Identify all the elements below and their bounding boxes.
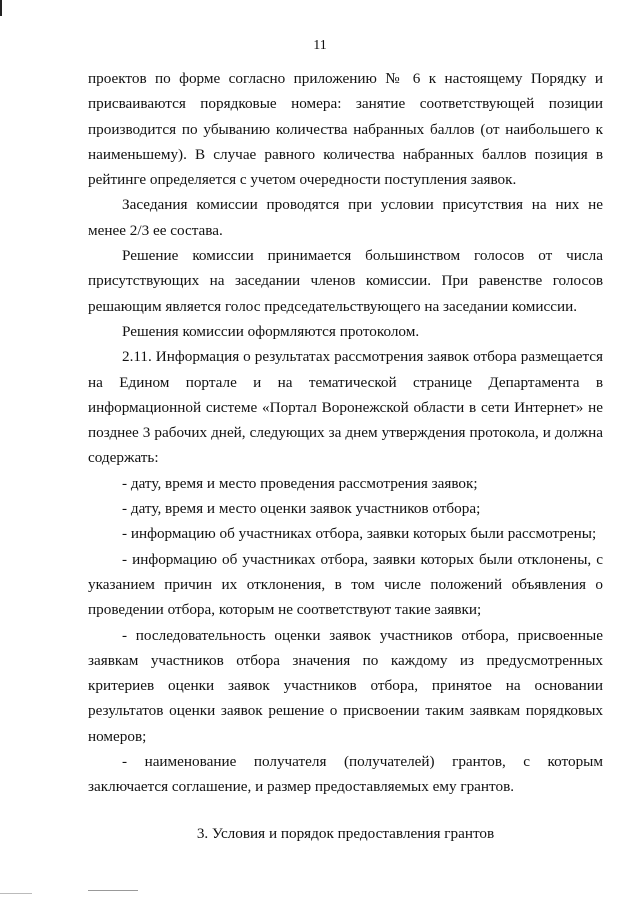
paragraph-decision-voting: Решение комиссии принимается большинством голосов от числа присутствующих на заседании членов комиссии. При равенстве голосов решающим является голос председательствующего на заседании комиссии. bbox=[88, 247, 603, 315]
scan-bottom-edge-mark bbox=[0, 893, 32, 894]
section-heading: 3. Условия и порядок предоставления грантов bbox=[196, 825, 495, 842]
footnote-divider bbox=[88, 890, 138, 891]
paragraph-protocol: Решения комиссии оформляются протоколом. bbox=[122, 322, 420, 340]
paragraph-quorum: Заседания комиссии проводятся при условии присутствия на них не менее 2/3 ее состава. bbox=[88, 196, 603, 239]
list-item-rejected-participants: - информацию об участниках отбора, заявки которых были отклонены, с указанием причин их отклонения, в том числе положений объявления о проведении отбора, которым не соответствуют такие заявки; bbox=[88, 550, 603, 619]
list-item-review-date: - дату, время и место проведения рассмотрения заявок; bbox=[122, 474, 478, 492]
paragraph-2-11-information: 2.11. Информация о результатах рассмотрения заявок отбора размещается на Едином портале и на тематической странице Департамента в информационной системе «Портал Воронежской области в сети Интернет» не позднее 3 рабочих дней, следующих за днем утверждения протокола, и должна содержать: bbox=[88, 348, 603, 467]
page-number: 11 bbox=[313, 38, 327, 53]
list-item-reviewed-participants: - информацию об участниках отбора, заявки которых были рассмотрены; bbox=[122, 525, 597, 543]
list-item-evaluation-sequence: - последовательность оценки заявок участников отбора, присвоенные заявкам участников отбора значения по каждому из предусмотренных критериев оценки заявок участников отбора, принятое на основании результатов оценки заявок решение о присвоении таким заявкам порядковых номеров; bbox=[88, 626, 603, 745]
list-item-grant-recipient: - наименование получателя (получателей) грантов, с которым заключается соглашение, и размер предоставляемых ему грантов. bbox=[88, 753, 603, 796]
list-item-evaluation-date: - дату, время и место оценки заявок участников отбора; bbox=[122, 500, 481, 518]
paragraph-rating-order: проектов по форме согласно приложению № 6 к настоящему Порядку и присваиваются порядковые номера: занятие соответствующей позиции производится по убыванию количества набранных баллов (от наибольшего к наименьшему). В случае равного количества набранных баллов позиция в рейтинге определяется с учетом очередности поступления заявок. bbox=[88, 70, 603, 189]
scan-edge-mark bbox=[0, 0, 2, 16]
document-body bbox=[88, 66, 603, 800]
